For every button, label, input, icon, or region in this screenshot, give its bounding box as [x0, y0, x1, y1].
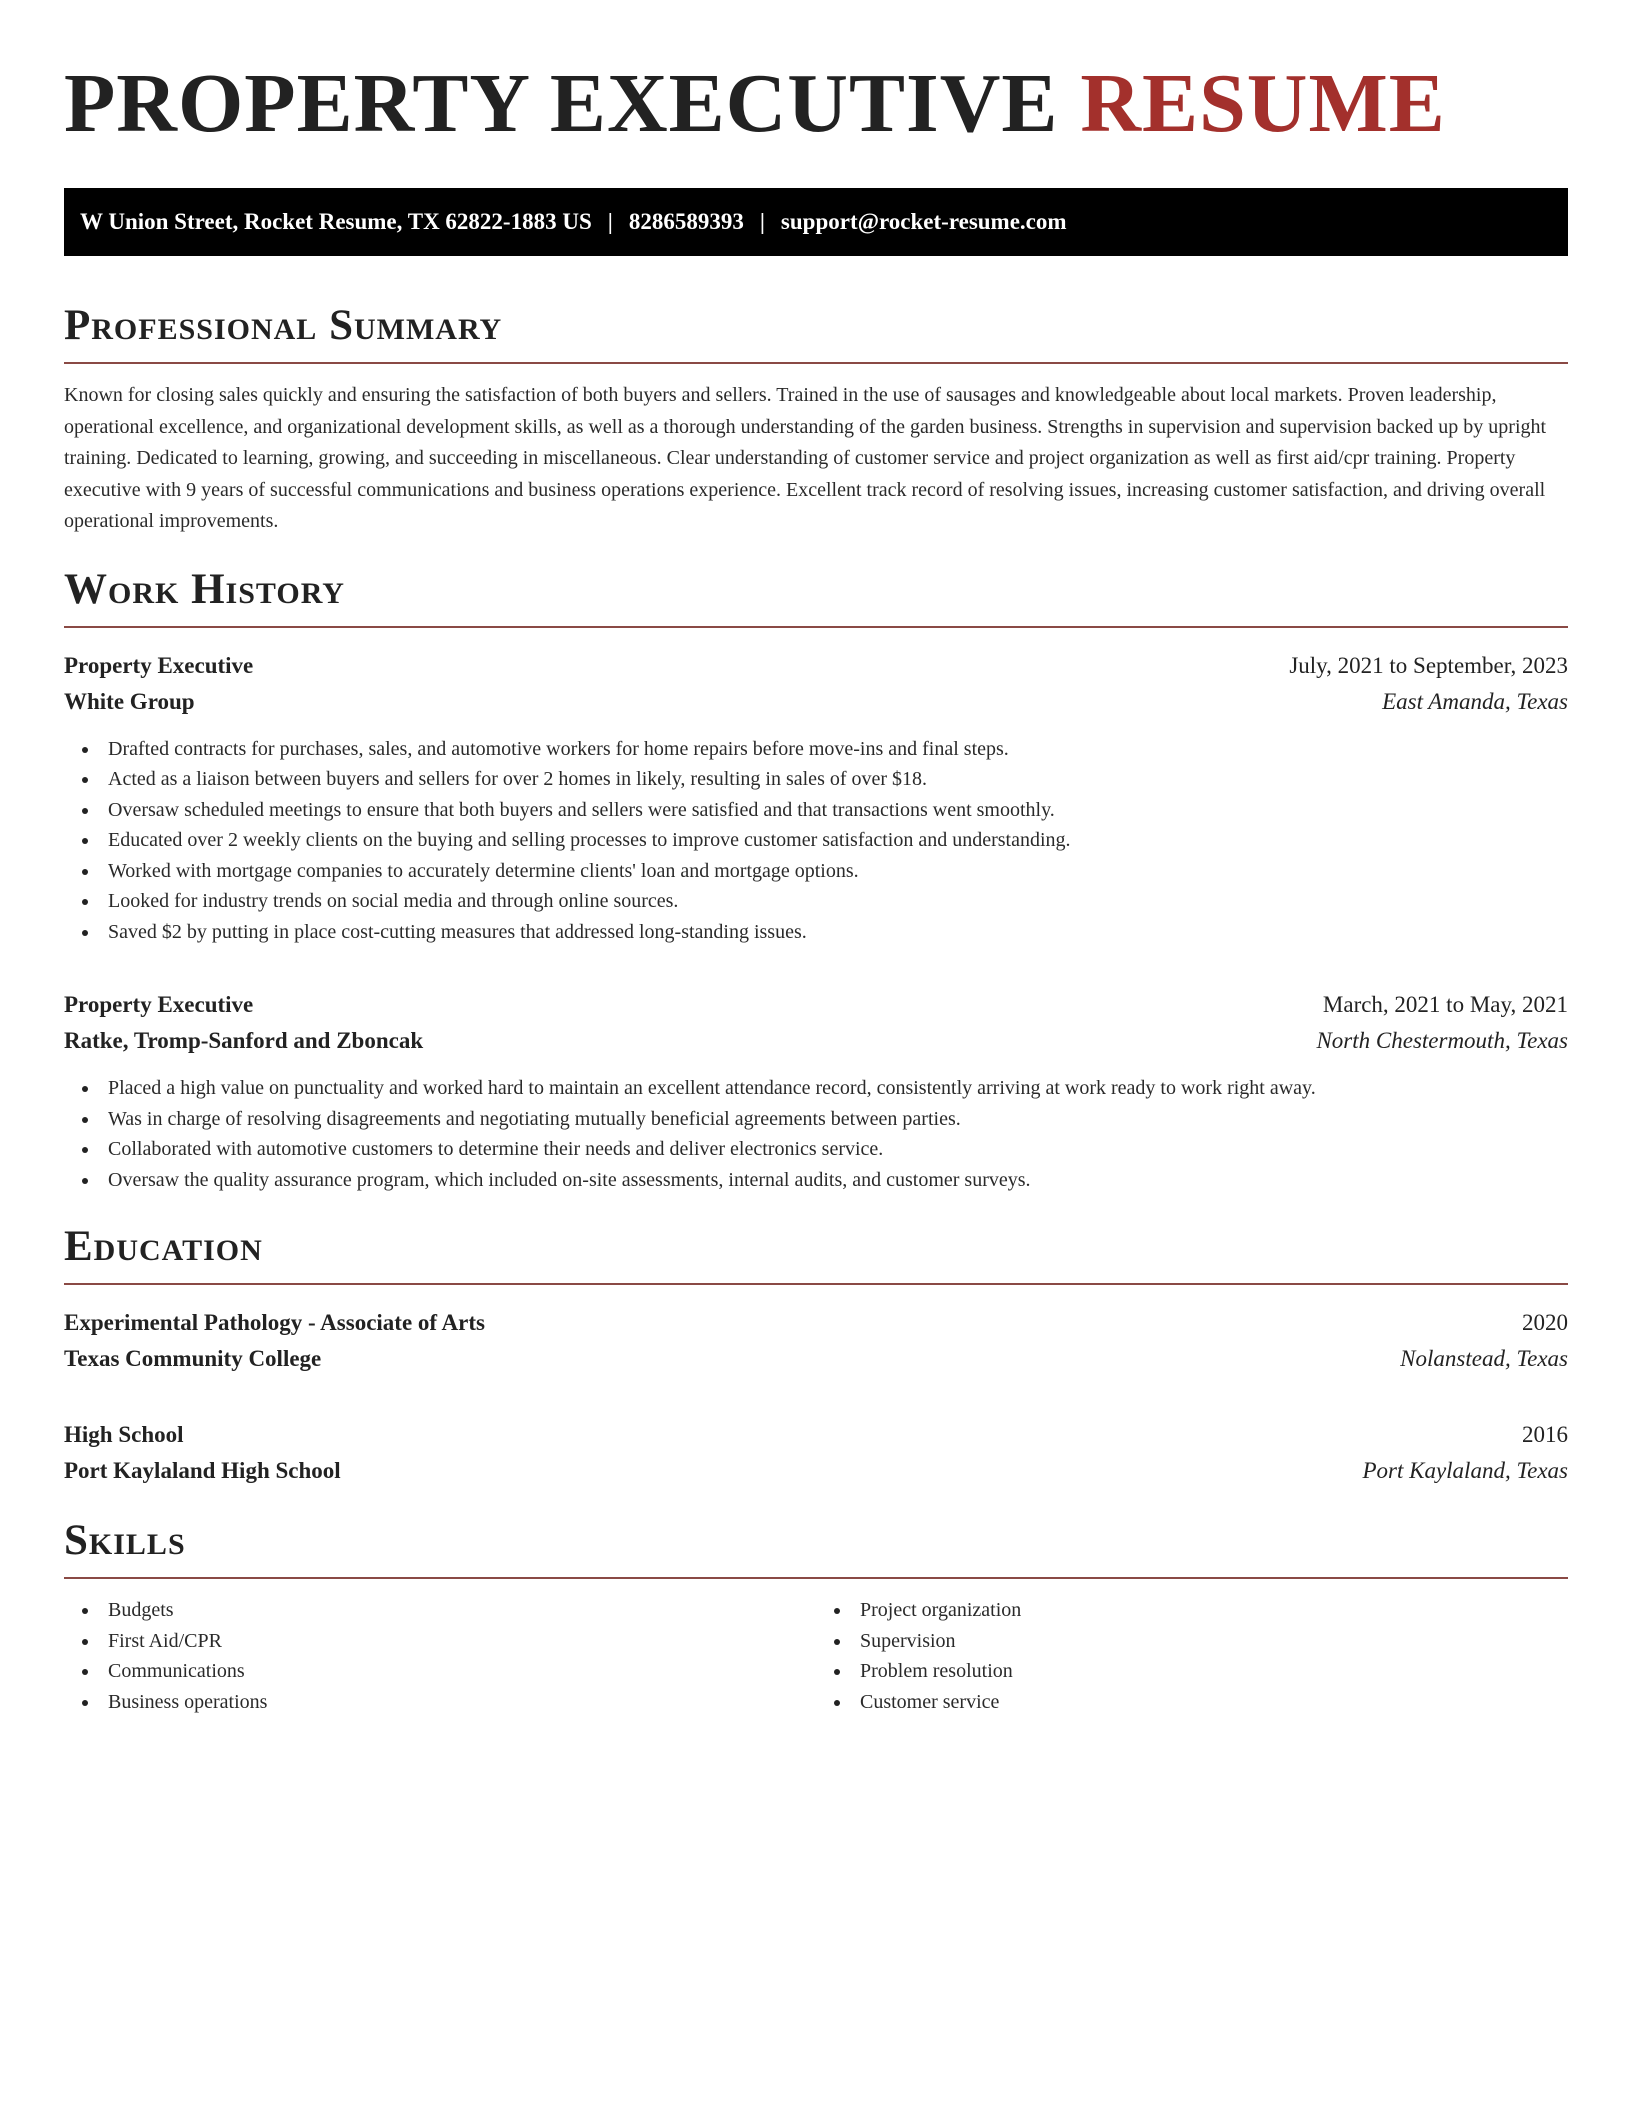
education-location: Port Kaylaland, Texas	[1362, 1458, 1568, 1483]
skills-column-right	[816, 1595, 1568, 1717]
job-bullet: Saved $2 by putting in place cost-cutting measures that addressed long-standing issues.	[108, 917, 1568, 948]
skills-list	[64, 1595, 816, 1717]
contact-address: W Union Street, Rocket Resume, TX 62822-1883 US	[80, 209, 592, 234]
job-title-row	[64, 987, 1568, 1023]
skill-item: Supervision	[860, 1626, 1568, 1657]
section-heading-education: Education	[64, 1221, 1568, 1285]
skill-item: Project organization	[860, 1595, 1568, 1626]
job-bullet: Drafted contracts for purchases, sales, and automotive workers for home repairs before move-ins and final steps.	[108, 734, 1568, 765]
contact-separator: |	[607, 209, 613, 234]
job-bullet: Worked with mortgage companies to accurately determine clients' loan and mortgage options.	[108, 856, 1568, 887]
job-bullets	[64, 734, 1568, 948]
job-company-row	[64, 1023, 1568, 1059]
job-company: White Group	[64, 688, 195, 714]
education-degree: High School	[64, 1422, 184, 1447]
job-location: North Chestermouth, Texas	[1316, 1028, 1568, 1053]
job-bullet: Oversaw the quality assurance program, which included on-site assessments, internal audits, and customer surveys.	[108, 1165, 1568, 1196]
job-bullet: Oversaw scheduled meetings to ensure that both buyers and sellers were satisfied and that transactions went smoothly.	[108, 795, 1568, 826]
skills-column-left	[64, 1595, 816, 1717]
job-entry	[64, 987, 1568, 1195]
job-company-row	[64, 684, 1568, 720]
job-dates: July, 2021 to September, 2023	[1289, 652, 1568, 678]
resume-title	[64, 56, 1568, 152]
title-main: PROPERTY EXECUTIVE	[64, 57, 1059, 150]
job-bullet: Looked for industry trends on social media and through online sources.	[108, 886, 1568, 917]
skill-item: Budgets	[108, 1595, 816, 1626]
section-heading-work-history: Work History	[64, 564, 1568, 628]
job-dates: March, 2021 to May, 2021	[1322, 992, 1568, 1017]
title-accent: RESUME	[1080, 57, 1446, 150]
job-title: Property Executive	[64, 992, 254, 1017]
skills-grid	[64, 1595, 1568, 1717]
education-entry	[64, 1417, 1568, 1489]
job-location: East Amanda, Texas	[1382, 688, 1568, 714]
job-bullet: Collaborated with automotive customers to determine their needs and deliver electronics service.	[108, 1134, 1568, 1165]
skill-item: Business operations	[108, 1687, 816, 1718]
job-title-row	[64, 648, 1568, 684]
contact-bar	[64, 188, 1568, 256]
job-company: Ratke, Tromp-Sanford and Zboncak	[64, 1028, 424, 1053]
job-bullet: Acted as a liaison between buyers and sellers for over 2 homes in likely, resulting in sales of over $18.	[108, 764, 1568, 795]
skill-item: Customer service	[860, 1687, 1568, 1718]
education-year: 2016	[1522, 1422, 1568, 1447]
education-school: Port Kaylaland High School	[64, 1458, 341, 1483]
education-school: Texas Community College	[64, 1346, 322, 1371]
job-bullet: Placed a high value on punctuality and worked hard to maintain an excellent attendance record, consistently arriving at work ready to work right away.	[108, 1073, 1568, 1104]
skill-item: Problem resolution	[860, 1656, 1568, 1687]
summary-text: Known for closing sales quickly and ensuring the satisfaction of both buyers and sellers. Trained in the use of sausages and knowledgeable about local markets. Proven leadership, operational excellence, and organizational development skills, as well as a thorough understanding of the garden business. Strengths in supervision and supervision backed up by upright training. Dedicated to learning, growing, and succeeding in miscellaneous. Clear understanding of customer service and project organization as well as first aid/cpr training. Property executive with 9 years of successful communications and business operations experience. Excellent track record of resolving issues, increasing customer satisfaction, and driving overall operational improvements.	[64, 384, 1547, 532]
education-location: Nolanstead, Texas	[1400, 1346, 1568, 1371]
job-bullet: Educated over 2 weekly clients on the buying and selling processes to improve customer satisfaction and understanding.	[108, 825, 1568, 856]
skills-list	[816, 1595, 1568, 1717]
education-entry	[64, 1305, 1568, 1377]
job-title: Property Executive	[64, 652, 254, 678]
section-heading-skills: Skills	[64, 1515, 1568, 1579]
section-heading-summary: Professional Summary	[64, 300, 1568, 364]
education-school-row	[64, 1341, 1568, 1377]
education-year: 2020	[1522, 1310, 1568, 1335]
contact-phone: 8286589393	[628, 209, 744, 234]
contact-email: support@rocket-resume.com	[780, 209, 1067, 234]
education-school-row	[64, 1453, 1568, 1489]
education-degree-row	[64, 1305, 1568, 1341]
education-degree-row	[64, 1417, 1568, 1453]
job-bullet: Was in charge of resolving disagreements and negotiating mutually beneficial agreements between parties.	[108, 1104, 1568, 1135]
contact-separator: |	[759, 209, 765, 234]
job-bullets	[64, 1073, 1568, 1195]
job-entry	[64, 648, 1568, 948]
education-degree: Experimental Pathology - Associate of Arts	[64, 1310, 485, 1335]
skill-item: First Aid/CPR	[108, 1626, 816, 1657]
skill-item: Communications	[108, 1656, 816, 1687]
